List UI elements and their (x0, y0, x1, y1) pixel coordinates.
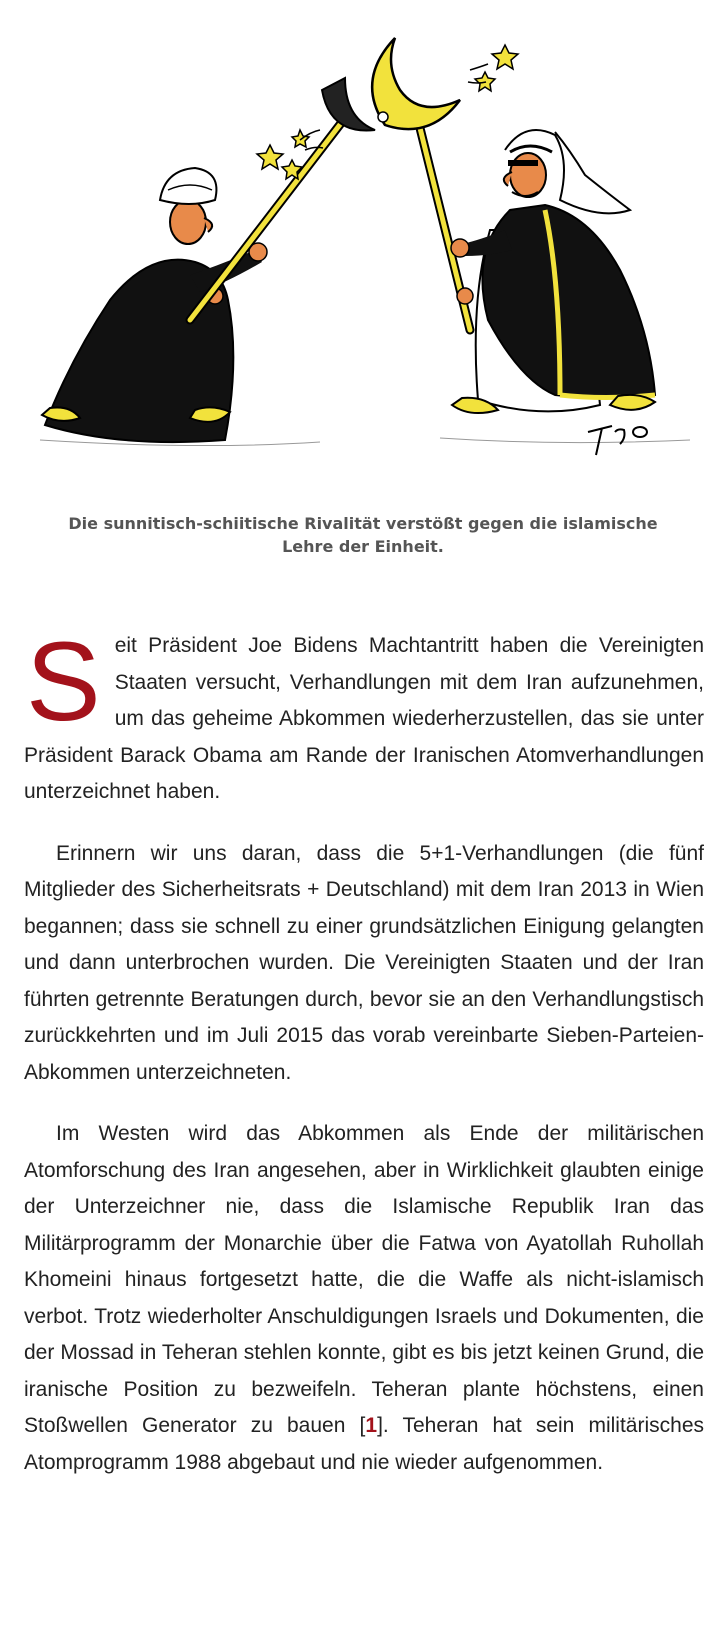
dropcap-letter: S (26, 619, 101, 744)
article-paragraph-1 (24, 619, 704, 811)
paragraph-1-text: eit Präsident Joe Bidens Machtantritt haben die Vereinigten Staaten versucht, Verhandlungen mit dem Iran aufzunehmen, um das geheime Abkommen wiederherzustellen, das sie unter Präsident Barack Obama am Rande der Iranischen Atomverhandlungen unterzeichnet haben. (24, 634, 704, 803)
figure-caption: Die sunnitisch-schiitische Rivalität verstößt gegen die islamische Lehre der Einheit. (68, 514, 658, 556)
paragraph-2-text: Erinnern wir uns daran, dass die 5+1-Verhandlungen (die fünf Mitglieder des Sicherheitsrats + Deutschland) mit dem Iran 2013 in Wien begannen; dass sie schnell zu einer grundsätzlichen Einigung gelangten und dann unterbrochen wurden. Die Vereinigten Staaten und der Iran führten getrennte Beratungen durch, bevor sie an den Verhandlungstisch zurückkehrten und im Juli 2015 das vorab vereinbarte Sieben-Parteien-Abkommen unterzeichneten. (24, 841, 704, 1084)
article-paragraph-2 (24, 836, 704, 1092)
paragraph-3-text-end: ]. Teheran hat sein militärisches Atomprogramm 1988 abgebaut und nie wieder aufgenommen. (24, 1414, 704, 1474)
cartoon-svg (0, 0, 726, 500)
article-body (24, 619, 704, 1506)
left-crescent (322, 78, 375, 131)
footnote-link-1[interactable]: 1 (365, 1414, 378, 1437)
article-paragraph-3 (24, 1116, 704, 1481)
cartoon-illustration (0, 0, 726, 500)
artist-signature (588, 426, 647, 455)
paragraph-3-text-start: Im Westen wird das Abkommen als Ende der militärischen Atomforschung des Iran angesehen, aber in Wirklichkeit glaubten einige der Unterzeichner nie, dass die Islamische Republik Iran das Militärprogramm der Monarchie über die Fatwa von Ayatollah Ruhollah Khomeini hinaus fortgesetzt hatte, die die Waffe als nicht-islamisch verbot. Trotz wiederholter Anschuldigungen Israels und Dokumenten, die der Mossad in Teheran stehlen konnte, gibt es bis jetzt keinen Grund, die iranische Position zu bezweifeln. Teheran plante höchstens, einen Stoßwellen Generator zu bauen [ (24, 1122, 704, 1437)
